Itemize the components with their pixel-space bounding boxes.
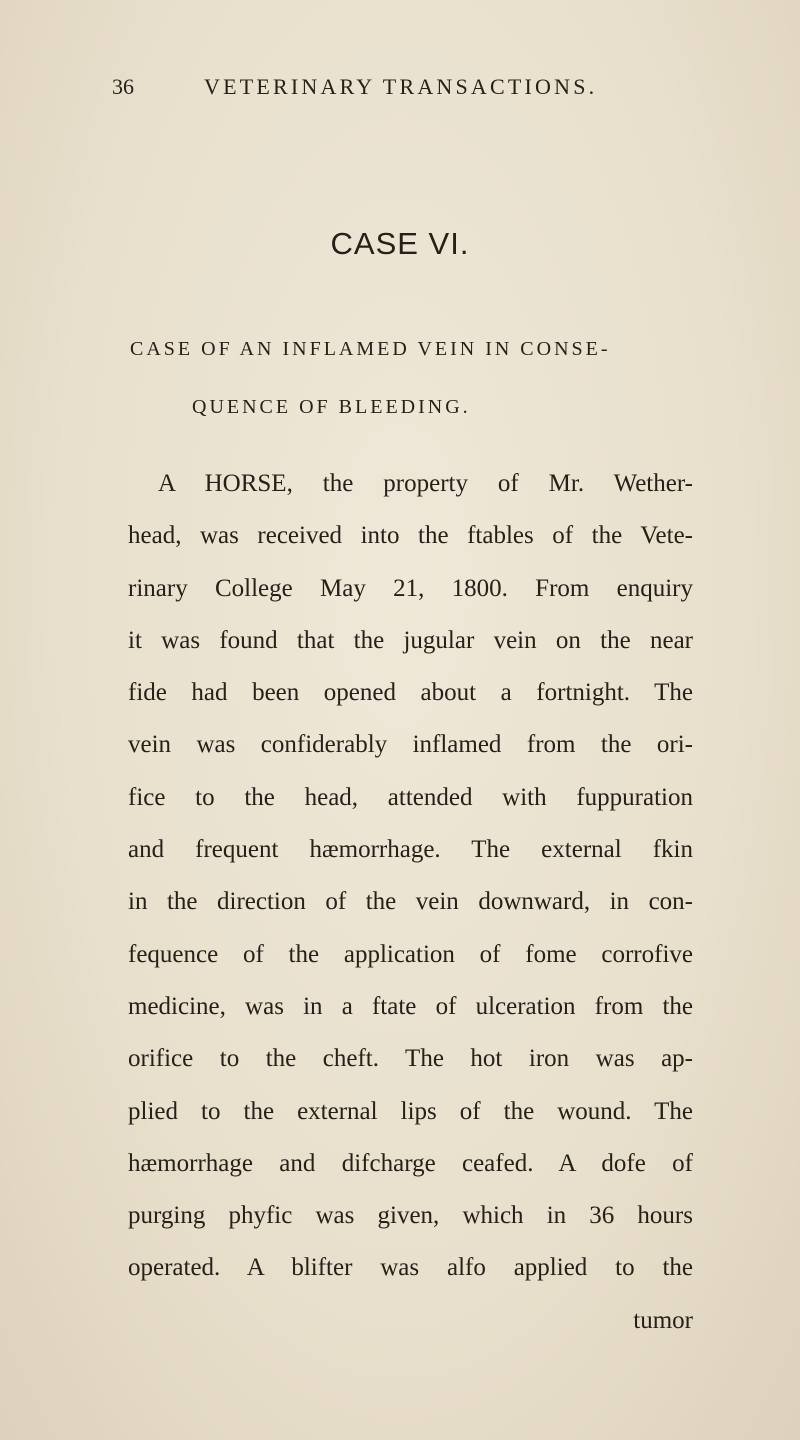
text-line: purging phyfic was given, which in 36 hours [128, 1202, 693, 1230]
subtitle-line: CASE OF AN INFLAMED VEIN IN CONSE- [130, 338, 611, 360]
body-text [128, 458, 693, 1347]
text-line: in the direction of the vein downward, in con- [128, 888, 693, 916]
subtitle-line: QUENCE OF BLEEDING. [192, 396, 471, 418]
text-line: operated. A blifter was alfo applied to the [128, 1254, 693, 1282]
text-line: fequence of the application of fome corrofive [128, 940, 693, 968]
text-line: head, was received into the ftables of the Vete- [128, 522, 693, 550]
text-line: rinary College May 21, 1800. From enquiry [128, 574, 693, 602]
text-line: medicine, was in a ftate of ulceration from the [128, 992, 693, 1020]
text-line: plied to the external lips of the wound. The [128, 1097, 693, 1125]
text-line: vein was confiderably inflamed from the ori- [128, 731, 693, 759]
running-head-title: VETERINARY TRANSACTIONS. [204, 74, 598, 99]
text-line: A HORSE, the property of Mr. Wether- [158, 470, 693, 497]
running-head [112, 74, 692, 108]
text-line: orifice to the cheft. The hot iron was ap- [128, 1045, 693, 1073]
text-line: it was found that the jugular vein on the near [128, 626, 693, 654]
case-subtitle [130, 320, 710, 436]
catchword: tumor [633, 1306, 693, 1334]
text-line: fide had been opened about a fortnight. The [128, 679, 693, 707]
text-line: and frequent hæmorrhage. The external fkin [128, 836, 693, 864]
page-number: 36 [112, 74, 134, 99]
case-heading: CASE VI. [330, 226, 470, 261]
text-line: fice to the head, attended with fuppuration [128, 783, 693, 811]
text-line: hæmorrhage and difcharge ceafed. A dofe of [128, 1149, 693, 1177]
